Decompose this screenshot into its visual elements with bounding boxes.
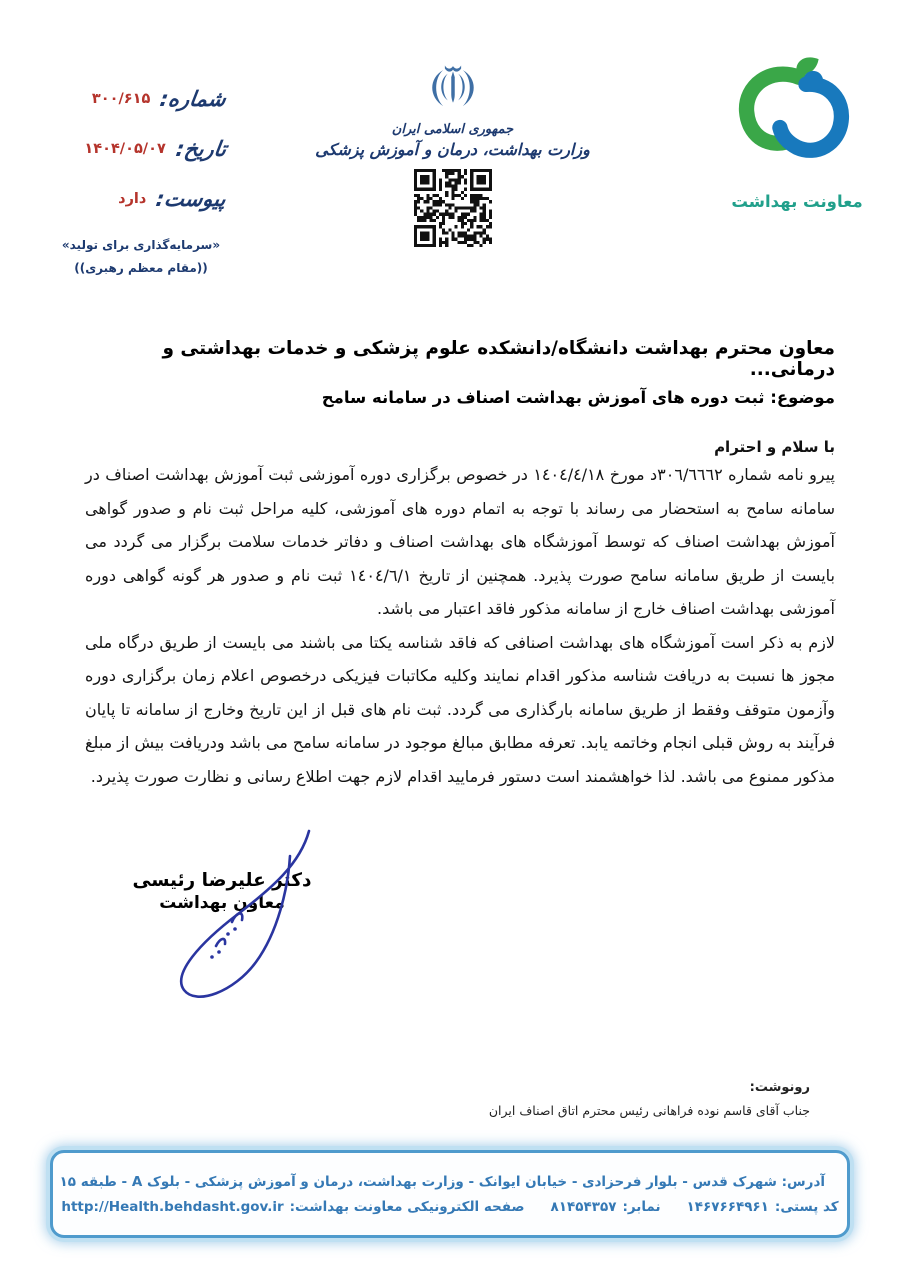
- official-header-block: [298, 60, 608, 247]
- fax-label: نمابر:: [622, 1198, 661, 1215]
- letter-date-row: [56, 124, 226, 174]
- recipient-line: معاون محترم بهداشت دانشگاه/دانشکده علوم پزشکی و خدمات بهداشتی و درمانی...: [162, 338, 835, 380]
- letter-number-row: [56, 74, 226, 124]
- signature-block: [112, 870, 332, 913]
- attachment-value: دارد: [118, 191, 147, 207]
- body-paragraph-2: لازم به ذکر است آموزشگاه های بهداشت اصنافی که فاقد شناسه یکتا می باشند می بایست از طریق درگاه ملی مجوز ها نسبت به دریافت شناسه مذکور اقدام نمایند وکلیه مکاتبات فیزیکی درخصوص اعلام زمان برگزاری دوره وآزمون متوقف وفقط از طریق سامانه بارگذاری می گردد. ثبت نام های قبل از این تاریخ وخارج از سامانه تا پایان فرآیند به روش قبلی انجام وخاتمه یابد. تعرفه مطابق مبالغ موجود در سامانه سامح می باشد ودریافت بیش از مبلغ مذکور ممنوع می باشد. لذا خواهشمند است دستور فرمایید اقدام لازم جهت اطلاع رسانی و نظارت صورت پذیرد.: [85, 632, 835, 786]
- fax-group: [551, 1199, 661, 1215]
- postal-value: ۱۴۶۷۶۶۴۹۶۱: [686, 1198, 769, 1215]
- contact-line: [61, 1198, 839, 1215]
- number-value: ۳۰۰/۶۱۵: [91, 91, 151, 107]
- subject-label: موضوع:: [770, 388, 835, 407]
- country-name: جمهوری اسلامی ایران: [391, 122, 514, 137]
- logo-caption: معاونت بهداشت: [731, 192, 863, 211]
- subject-text: ثبت دوره های آموزش بهداشت اصناف در سامانه سامح: [321, 388, 765, 407]
- health-deputy-logo-block: [718, 52, 876, 211]
- health-deputy-logo-icon: [734, 52, 860, 186]
- letter-meta-block: [56, 74, 226, 280]
- signer-name: دکتر علیرضا رئیسی: [132, 870, 312, 891]
- cc-recipient: جناب آقای قاسم نوده فراهانی رئیس محترم اتاق اصناف ایران: [488, 1103, 810, 1118]
- letter-body: [85, 458, 835, 793]
- salutation: با سلام و احترام: [714, 438, 835, 456]
- ministry-name: وزارت بهداشت، درمان و آموزش پزشکی: [315, 140, 590, 159]
- body-paragraph-1: پیرو نامه شماره ٣٠٦/٦٦٦٢د مورخ ١٤٠٤/٤/١٨ در خصوص برگزاری دوره آموزشی ثبت آموزش بهداشت اصناف در سامانه سامح به استحضار می رساند با توجه به اتمام دوره های آموزشی، کلیه مراحل ثبت نام و صدور گواهی آموزش بهداشت اصناف که توسط آموزشگاه های بهداشت اصناف و دفاتر خدمات سلامت برگزار می گردد می بایست از طریق سامانه سامح صورت پذیرد. همچنین از تاریخ ١٤٠٤/٦/١ ثبت نام و صدور هر گونه گواهی دوره آموزشی بهداشت اصناف خارج از سامانه مذکور فاقد اعتبار می باشد.: [85, 465, 836, 618]
- footer-contact-box: [50, 1150, 850, 1238]
- qr-code: [410, 169, 496, 247]
- cc-label: رونوشت:: [749, 1080, 810, 1095]
- slogan-block: [56, 234, 226, 280]
- fax-value: ۸۱۴۵۴۳۵۷: [550, 1198, 617, 1215]
- slogan-line2: ((مقام معظم رهبری)): [74, 260, 208, 275]
- web-url: http://Health.behdasht.gov.ir: [61, 1198, 284, 1215]
- slogan-line1: «سرمایه‌گذاری برای تولید»: [61, 238, 221, 252]
- iran-emblem-icon: [424, 60, 482, 114]
- attachment-label: پیوست:: [154, 187, 228, 211]
- web-label: صفحه الکترونیکی معاونت بهداشت:: [289, 1198, 525, 1215]
- date-value: ۱۴۰۴/۰۵/۰۷: [84, 141, 166, 157]
- date-label: تاریخ:: [174, 137, 228, 161]
- subject-line: [85, 388, 835, 407]
- web-group: [61, 1199, 524, 1215]
- cc-block: [85, 1080, 810, 1118]
- address-line: آدرس: شهرک قدس - بلوار فرحزادی - خیابان ایوانک - وزارت بهداشت، درمان و آموزش پزشکی - بلوک A - طبقه ۱۵: [59, 1173, 825, 1190]
- attachment-row: [56, 174, 226, 224]
- postal-label: کد پستی:: [774, 1198, 839, 1215]
- signer-title: معاون بهداشت: [159, 893, 285, 913]
- number-label: شماره:: [158, 87, 228, 111]
- postal-code-group: [687, 1199, 839, 1215]
- handwritten-signature: [104, 826, 332, 1008]
